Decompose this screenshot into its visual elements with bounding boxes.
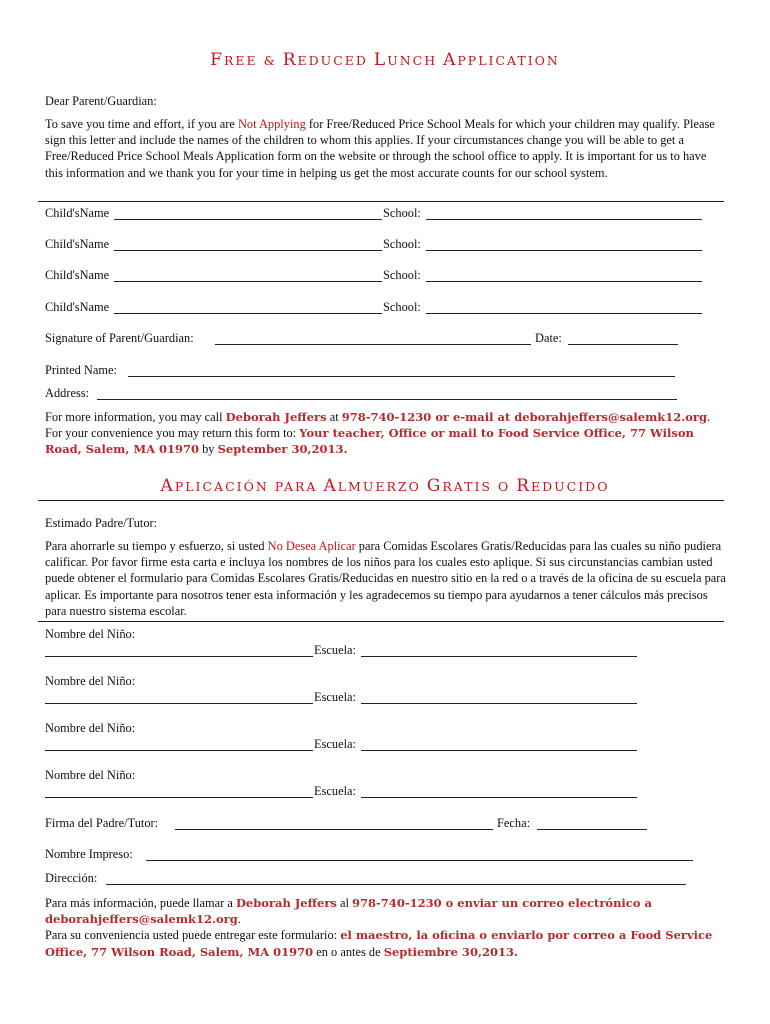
school-field[interactable] <box>426 313 702 314</box>
title-text: PLICACIÓN PARA <box>174 479 324 494</box>
title-letter: G <box>426 476 443 496</box>
child-name-field[interactable] <box>114 313 382 314</box>
info-text: al <box>336 896 353 910</box>
signature-label: Signature of Parent/Guardian: <box>45 331 194 345</box>
info-text: Para más información, puede llamar a <box>45 896 236 910</box>
title-letter: R <box>282 50 298 70</box>
address-field[interactable] <box>106 884 686 885</box>
school-label: Escuela: <box>314 737 356 751</box>
child-name-label: Child'sName <box>45 206 110 220</box>
title-letter: A <box>323 476 338 496</box>
title-letter: F <box>210 50 224 70</box>
child-name-field[interactable] <box>45 703 313 704</box>
info-text: For your convenience you may return this form to: <box>45 426 300 441</box>
signature-field[interactable] <box>215 344 531 345</box>
contact-phone-email: 978-740-1230 or e-mail at deborahjeffers@salemk12.org <box>341 410 707 424</box>
address-label: Dirección: <box>45 871 98 885</box>
info-text: . <box>707 410 711 424</box>
title-letter: L <box>373 50 388 70</box>
address-field[interactable] <box>97 399 677 400</box>
school-field[interactable] <box>426 250 702 251</box>
contact-name: Deborah Jeffers <box>225 410 327 424</box>
title-text: REE & <box>223 53 283 68</box>
school-label: Escuela: <box>314 784 356 798</box>
printed-name-label: Printed Name: <box>45 363 117 377</box>
info-text: by <box>199 442 218 457</box>
address-label: Address: <box>45 386 90 400</box>
school-field[interactable] <box>361 656 637 657</box>
contact-phone-email: 978-740-1230 o enviar un correo electrónico a deborahjeffers@salemk12.org <box>45 896 652 927</box>
school-field[interactable] <box>426 219 702 220</box>
child-name-field[interactable] <box>45 750 313 751</box>
deadline: September 30,2013. <box>217 442 348 457</box>
return-address: el maestro, la oficina o enviarlo por correo a Food Service Office, 77 Wilson Road, Salem, MA 01970 <box>45 928 713 959</box>
info-text: at <box>326 410 342 424</box>
spanish-greeting: Estimado Padre/Tutor: <box>45 516 158 530</box>
intro-text: Para ahorrarle su tiempo y esfuerzo, si usted <box>45 539 268 553</box>
child-name-label: Nombre del Niño: <box>45 721 136 735</box>
intro-text: To save you time and effort, if you are <box>45 117 238 131</box>
school-label: School: <box>383 237 421 251</box>
date-field[interactable] <box>537 829 647 830</box>
title-text: EDUCED <box>297 53 374 68</box>
divider <box>38 621 724 622</box>
spanish-info <box>45 895 735 960</box>
info-text: For more information, you may call <box>45 410 226 424</box>
school-label: Escuela: <box>314 643 356 657</box>
intro-text: para Comidas Escolares Gratis/Reducidas para las cuales su niño pudiera calificar. Por favor firme esta carta e incluya los nombres de los niños para los cuales esto aplique. Si sus circunstancias cambian usted puede obtener el formulario para Comidas Escolares Gratis/Reducidas en nuestro sitio en la red o a través de la oficina de su escuela para aplicar. Es importante para nosotros tener esta información y les agradecemos su tiempo para ayudarnos a tener cálculos más precisos para nuestro sistema escolar. <box>45 539 726 618</box>
child-name-label: Child'sName <box>45 237 110 251</box>
not-applying-highlight: Not Applying <box>237 117 306 131</box>
intro-text: for Free/Reduced Price School Meals for which your children may qualify. Please sign this letter and include the names of the children to whom this applies. If your circumstances change you will be able to get a Free/Reduced Price School Meals Application form on the website or through the school office to apply. It is important for us to have this information and we thank you for your time in helping us get the most accurate counts for our school system. <box>45 117 715 180</box>
school-label: School: <box>383 300 421 314</box>
date-label: Fecha: <box>497 816 531 830</box>
divider <box>38 500 724 501</box>
school-label: School: <box>383 268 421 282</box>
printed-name-field[interactable] <box>146 860 693 861</box>
signature-field[interactable] <box>175 829 493 830</box>
printed-name-label: Nombre Impreso: <box>45 847 133 861</box>
child-name-field[interactable] <box>114 250 382 251</box>
child-name-label: Nombre del Niño: <box>45 768 136 782</box>
child-name-field[interactable] <box>45 797 313 798</box>
title-letter: A <box>443 50 458 70</box>
school-field[interactable] <box>426 281 702 282</box>
date-field[interactable] <box>568 344 678 345</box>
no-desea-aplicar-highlight: No Desea Aplicar <box>267 539 356 553</box>
title-text: EDUCIDO <box>531 479 610 494</box>
printed-name-field[interactable] <box>128 376 675 377</box>
school-field[interactable] <box>361 750 637 751</box>
spanish-title <box>0 476 770 496</box>
title-text: RATIS O <box>442 479 517 494</box>
child-name-label: Child'sName <box>45 268 110 282</box>
child-name-label: Nombre del Niño: <box>45 674 136 688</box>
child-name-label: Child'sName <box>45 300 110 314</box>
english-intro <box>45 116 725 181</box>
info-text: Para su conveniencia usted puede entregar este formulario: <box>45 928 341 943</box>
deadline: Septiembre 30,2013. <box>383 944 518 959</box>
school-label: Escuela: <box>314 690 356 704</box>
info-text: en o antes de <box>313 944 384 959</box>
child-name-field[interactable] <box>114 281 382 282</box>
info-text: . <box>237 912 241 927</box>
title-text: PPLICATION <box>457 53 560 68</box>
school-field[interactable] <box>361 797 637 798</box>
date-label: Date: <box>535 331 562 345</box>
title-text: UNCH <box>387 53 444 68</box>
title-letter: R <box>516 476 531 496</box>
signature-label: Firma del Padre/Tutor: <box>45 816 159 830</box>
return-address: Your teacher, Office or mail to Food Service Office, 77 Wilson Road, Salem, MA 01970 <box>45 426 694 457</box>
spanish-intro <box>45 538 727 619</box>
title-text: LMUERZO <box>337 479 427 494</box>
title-letter: A <box>160 476 175 496</box>
contact-name: Deborah Jeffers <box>235 896 337 910</box>
child-name-field[interactable] <box>45 656 313 657</box>
english-title <box>0 50 770 70</box>
child-name-field[interactable] <box>114 219 382 220</box>
english-greeting: Dear Parent/Guardian: <box>45 94 157 108</box>
school-label: School: <box>383 206 421 220</box>
child-name-label: Nombre del Niño: <box>45 627 136 641</box>
english-info <box>45 409 725 458</box>
divider <box>38 201 724 202</box>
school-field[interactable] <box>361 703 637 704</box>
